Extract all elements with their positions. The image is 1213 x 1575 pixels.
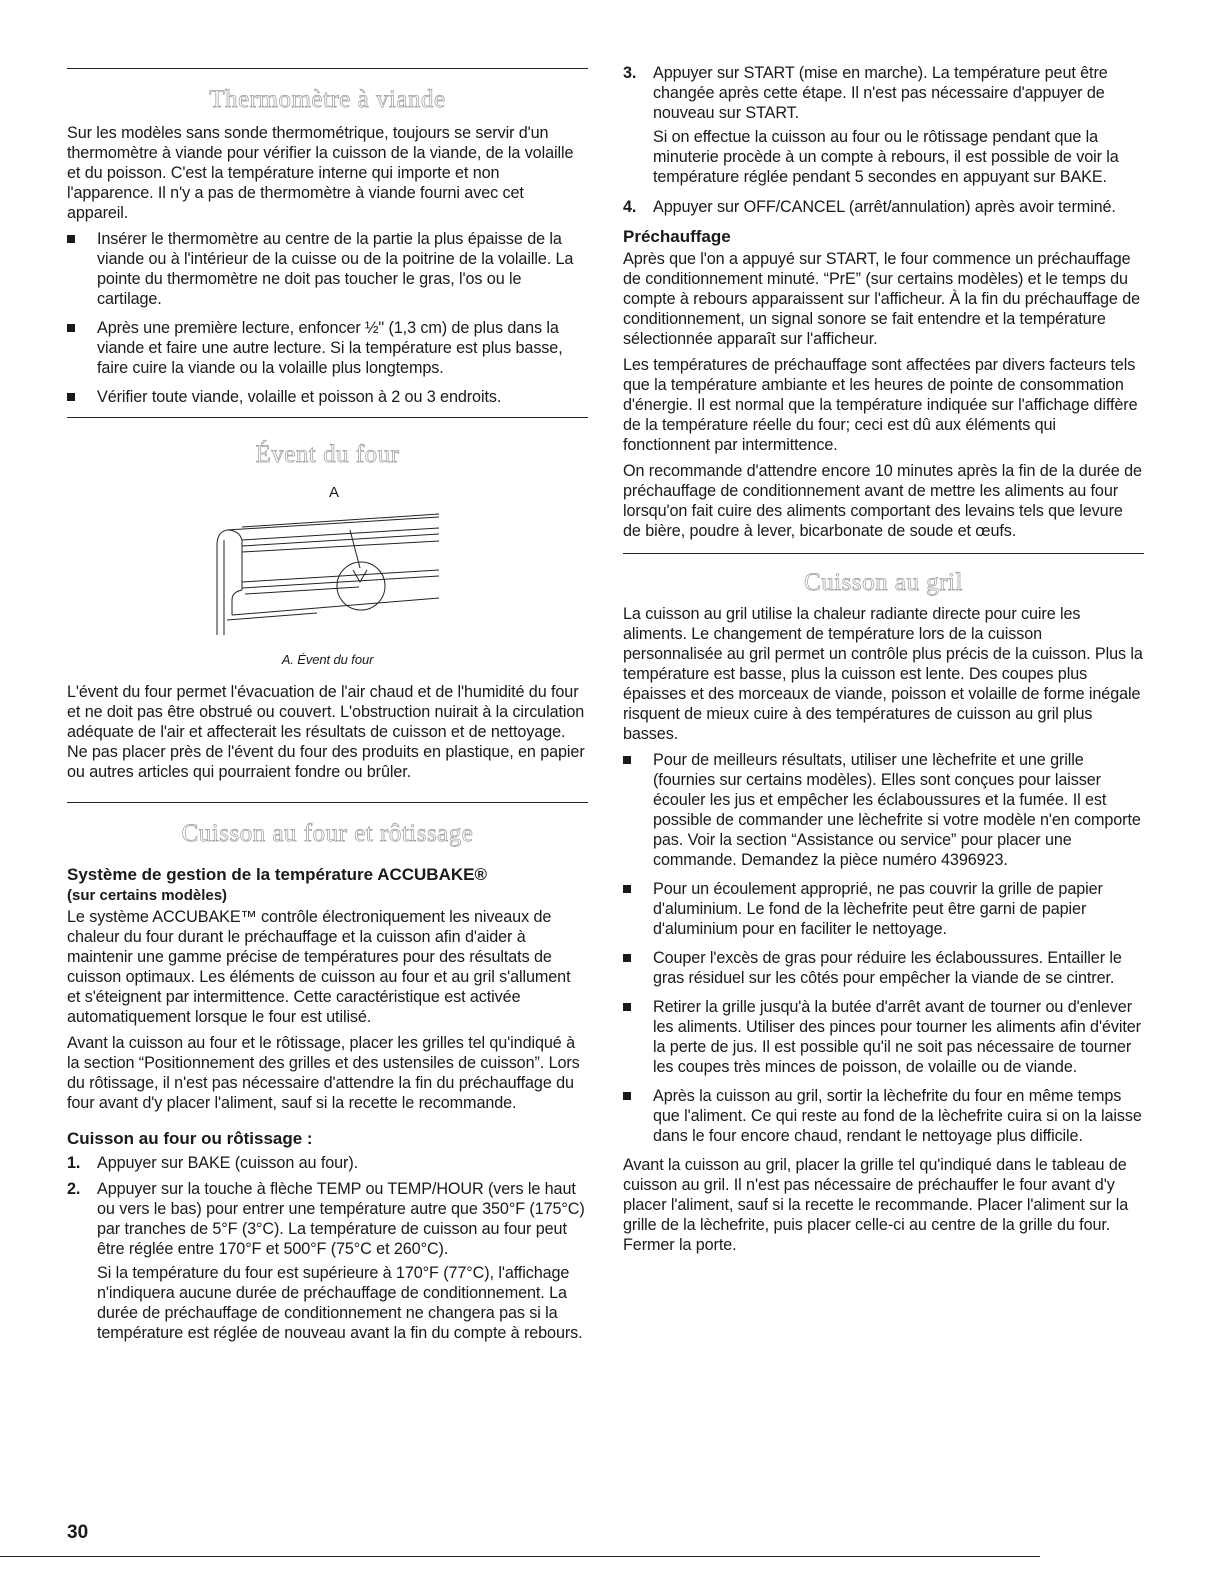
broil-placement-text: Avant la cuisson au gril, placer la grille tel qu'indiqué dans le tableau de cuisson au gril. Il n'est pas nécessaire de préchauffer le four avant d'y placer l'aliment, sauf si la recette le recommande. Placer l'aliment sur la grille de la lèchefrite, puis placer celle-ci au centre de la grille du four. Fermer la porte. xyxy=(623,1156,1129,1254)
accubake-heading: Système de gestion de la température ACCUBAKE® xyxy=(67,865,488,884)
step-number: 3. xyxy=(623,64,637,82)
preheat-text-3: On recommande d'attendre encore 10 minutes après la fin de la durée de préchauffage de conditionnement avant de mettre les aliments au four lorsqu'on fait cuire des aliments comportant des levains tels que levure de bière, poudre à lever, bicarbonate de soude et œufs. xyxy=(623,462,1142,540)
list-item: Pour de meilleurs résultats, utiliser une lèchefrite et une grille (fournies sur certains modèles). Elles sont conçues pour laisser écouler les jus et empêcher les éclaboussures et la fumée. Il est possible de commander une lèchefrite si votre modèle n'en comporte pas. Voir la section “Assistance ou service” pour placer une commande. Demandez la pièce numéro 4396923. xyxy=(623,750,1144,870)
section-rule xyxy=(67,417,588,418)
list-item: Après la cuisson au gril, sortir la lèchefrite du four en même temps que l'aliment. Ce qui reste au fond de la lèchefrite cuira si on la laisse dans le four encore chaud, rendant le nettoyage plus difficile. xyxy=(623,1086,1144,1146)
figure-label-a: A xyxy=(329,484,340,501)
right-column xyxy=(623,0,1144,1261)
section-rule xyxy=(67,68,588,69)
accubake-text: Le système ACCUBAKE™ contrôle électroniquement les niveaux de chaleur du four durant le préchauffage et la cuisson afin d'aider à maintenir une gamme précise de températures pour des résultats de cuisson optimaux. Les éléments de cuisson au four et au gril s'allument et s'éteignent par intermittence. Cette caractéristique est activée automatiquement lorsque le four est utilisé. xyxy=(67,908,571,1026)
list-item: Retirer la grille jusqu'à la butée d'arrêt avant de tourner ou d'enlever les aliments. Utiliser des pinces pour tourner les aliments afin d'éviter la perte de jus. Il est possible qu'il ne soit pas nécessaire de tourner les coupes très minces de poisson, de volaille ou de viande. xyxy=(623,997,1144,1077)
broil-intro: La cuisson au gril utilise la chaleur radiante directe pour cuire les aliments. Le changement de température lors de la cuisson personnalisée au gril permet un contrôle plus précis de la cuisson. Plus la température est basse, plus la cuisson est lente. Des coupes plus épaisses et des morceaux de viande, poisson et volaille de forme inégale risquent de mieux cuire à des températures de cuisson au gril plus basses. xyxy=(623,605,1143,743)
list-item: Pour un écoulement approprié, ne pas couvrir la grille de papier d'aluminium. Le fond de la lèchefrite peut être garni de papier d'aluminium pour en faciliter le nettoyage. xyxy=(623,879,1144,939)
thermometer-list xyxy=(67,229,588,407)
section-rule xyxy=(67,802,588,803)
step-item xyxy=(623,197,1144,217)
step-item xyxy=(67,1153,588,1173)
section-title-thermometer: Thermomètre à viande xyxy=(209,86,446,113)
section-title-vent: Évent du four xyxy=(255,441,400,468)
bake-steps-list xyxy=(67,1153,588,1343)
bake-steps-continued xyxy=(623,63,1144,217)
section-title-broil: Cuisson au gril xyxy=(804,569,963,596)
oven-vent-illustration xyxy=(67,470,588,648)
section-title-bake: Cuisson au four et rôtissage xyxy=(181,820,474,847)
page-number: 30 xyxy=(67,1522,89,1543)
list-item: Couper l'excès de gras pour réduire les éclaboussures. Entailler le gras résiduel sur les côtés pour empêcher la viande de se cintrer. xyxy=(623,948,1144,988)
preheat-text-2: Les températures de préchauffage sont affectées par divers facteurs tels que la température ambiante et les heures de pointe de consommation d'énergie. Il est normal que la température indiquée sur l'affichage diffère de la température réelle du four; ceci est dû aux éléments qui fonctionnent par intermittence. xyxy=(623,356,1138,454)
step-item xyxy=(67,1179,588,1343)
step-text: Appuyer sur la touche à flèche TEMP ou TEMP/HOUR (vers le haut ou vers le bas) pour entrer une température autre que 350°F (175°C) par tranches de 5°F (3°C). La température de cuisson au four peut être réglée entre 170°F et 500°F (75°C et 260°C). xyxy=(97,1180,585,1258)
step-note: Si la température du four est supérieure à 170°F (77°C), l'affichage n'indiquera aucune durée de préchauffage de conditionnement. La durée de préchauffage de conditionnement ne changera pas si la température est réglée de nouveau avant la fin du compte à rebours. xyxy=(97,1264,583,1342)
step-text: Appuyer sur OFF/CANCEL (arrêt/annulation) après avoir terminé. xyxy=(653,198,1116,216)
figure-caption: A. Évent du four xyxy=(281,652,374,667)
accubake-subheading: (sur certains modèles) xyxy=(67,887,228,904)
step-number: 4. xyxy=(623,198,637,216)
step-text: Appuyer sur BAKE (cuisson au four). xyxy=(97,1154,359,1172)
bake-steps-heading: Cuisson au four ou rôtissage : xyxy=(67,1129,313,1148)
vent-text: L'évent du four permet l'évacuation de l'air chaud et de l'humidité du four et ne doit pas être obstrué ou couvert. L'obstruction nuirait à la circulation adéquate de l'air et affecterait les résultats de cuisson et de nettoyage. Ne pas placer près de l'évent du four des produits en plastique, en papier ou autres articles qui pourraient fondre ou brûler. xyxy=(67,683,585,781)
footer-rule xyxy=(0,1556,1040,1557)
list-item: Vérifier toute viande, volaille et poisson à 2 ou 3 endroits. xyxy=(67,387,588,407)
thermometer-intro: Sur les modèles sans sonde thermométrique, toujours se servir d'un thermomètre à viande pour vérifier la cuisson de la viande, de la volaille et du poisson. C'est la température interne qui importe et non l'apparence. Il n'y a pas de thermomètre à viande fourni avec cet appareil. xyxy=(67,124,574,222)
list-item: Après une première lecture, enfoncer ½" (1,3 cm) de plus dans la viande et faire une autre lecture. Si la température est plus basse, faire cuire la viande ou la volaille plus longtemps. xyxy=(67,318,588,378)
step-text: Appuyer sur START (mise en marche). La température peut être changée après cette étape. Il n'est pas nécessaire d'appuyer de nouveau sur START. xyxy=(653,64,1108,122)
list-item: Insérer le thermomètre au centre de la partie la plus épaisse de la viande ou à l'intérieur de la cuisse ou de la poitrine de la volaille. La pointe du thermomètre ne doit pas toucher le gras, l'os ou le cartilage. xyxy=(67,229,588,309)
left-column xyxy=(67,0,588,1349)
preheat-text-1: Après que l'on a appuyé sur START, le four commence un préchauffage de conditionnement minuté. “PrE” (sur certains modèles) et le temps du compte à rebours apparaissent sur l'afficheur. À la fin du préchauffage de conditionnement, un signal sonore se fait entendre et la température sélectionnée apparaît sur l'afficheur. xyxy=(623,250,1141,348)
bake-placement-text: Avant la cuisson au four et le rôtissage, placer les grilles tel qu'indiqué à la section “Positionnement des grilles et des ustensiles de cuisson”. Lors du rôtissage, il n'est pas nécessaire d'attendre la fin du préchauffage du four avant d'y placer l'aliment, sauf si la recette le recommande. xyxy=(67,1034,580,1112)
step-number: 1. xyxy=(67,1154,81,1172)
step-number: 2. xyxy=(67,1180,81,1198)
broil-list xyxy=(623,750,1144,1146)
oven-vent-figure xyxy=(67,470,588,648)
section-rule xyxy=(623,553,1144,554)
step-note: Si on effectue la cuisson au four ou le rôtissage pendant que la minuterie procède à un compte à rebours, il est possible de voir la température réglée pendant 5 secondes en appuyant sur BAKE. xyxy=(653,128,1119,186)
preheat-heading: Préchauffage xyxy=(623,227,731,246)
step-item xyxy=(623,63,1144,187)
